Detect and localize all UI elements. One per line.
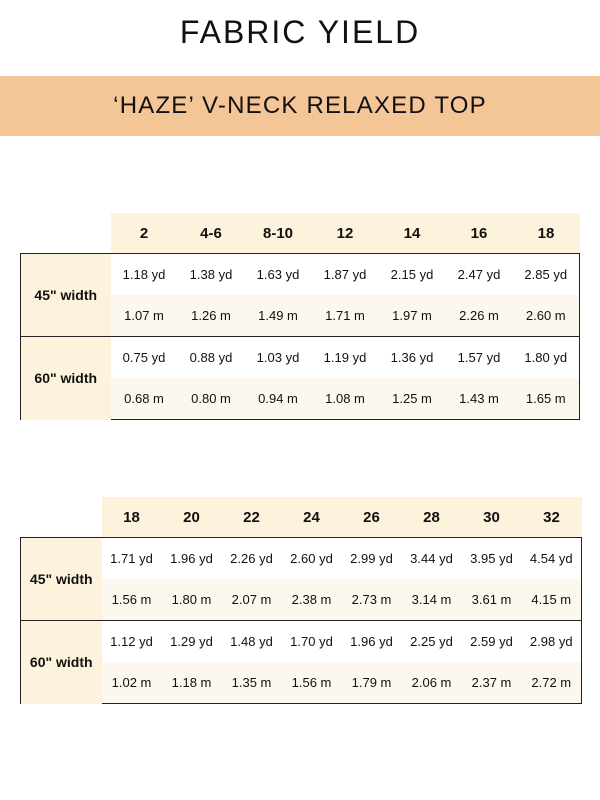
yield-table-large-sizes (20, 497, 582, 704)
yield-cell: 1.96 yd (162, 538, 222, 580)
yield-cell: 1.80 m (162, 579, 222, 621)
yield-cell: 1.71 m (312, 295, 379, 337)
yield-cell: 1.36 yd (379, 337, 446, 379)
yield-cell: 1.07 m (111, 295, 178, 337)
size-header: 14 (379, 213, 446, 254)
size-header: 8-10 (245, 213, 312, 254)
size-header: 2 (111, 213, 178, 254)
yield-cell: 1.25 m (379, 378, 446, 420)
yield-cell: 1.48 yd (222, 621, 282, 663)
yield-cell: 2.38 m (282, 579, 342, 621)
yield-cell: 2.73 m (342, 579, 402, 621)
table-row-60-yd (21, 337, 580, 379)
yield-cell: 1.08 m (312, 378, 379, 420)
table-row-45-m (21, 579, 582, 621)
width-label-45: 45" width (21, 538, 102, 621)
yield-cell: 0.75 yd (111, 337, 178, 379)
yield-cell: 2.06 m (402, 662, 462, 704)
yield-cell: 4.54 yd (522, 538, 582, 580)
page-title: FABRIC YIELD (179, 14, 421, 50)
yield-cell: 1.19 yd (312, 337, 379, 379)
yield-cell: 4.15 m (522, 579, 582, 621)
yield-cell: 1.97 m (379, 295, 446, 337)
yield-cell: 2.60 yd (282, 538, 342, 580)
yield-cell: 0.88 yd (178, 337, 245, 379)
yield-cell: 2.37 m (462, 662, 522, 704)
yield-cell: 0.68 m (111, 378, 178, 420)
width-label-60: 60" width (21, 337, 111, 420)
yield-cell: 1.49 m (245, 295, 312, 337)
size-header-row (21, 213, 580, 254)
yield-cell: 1.79 m (342, 662, 402, 704)
size-header: 4-6 (178, 213, 245, 254)
yield-cell: 2.60 m (513, 295, 580, 337)
size-header: 26 (342, 497, 402, 538)
size-header: 32 (522, 497, 582, 538)
yield-cell: 3.61 m (462, 579, 522, 621)
yield-cell: 1.80 yd (513, 337, 580, 379)
size-header: 12 (312, 213, 379, 254)
width-label-45: 45" width (21, 254, 111, 337)
yield-cell: 1.18 yd (111, 254, 178, 296)
size-header: 22 (222, 497, 282, 538)
table-row-45-yd (21, 538, 582, 580)
yield-cell: 2.07 m (222, 579, 282, 621)
yield-cell: 2.85 yd (513, 254, 580, 296)
yield-cell: 3.95 yd (462, 538, 522, 580)
yield-cell: 2.25 yd (402, 621, 462, 663)
size-header: 24 (282, 497, 342, 538)
yield-cell: 0.80 m (178, 378, 245, 420)
yield-cell: 1.26 m (178, 295, 245, 337)
yield-cell: 1.70 yd (282, 621, 342, 663)
size-header: 28 (402, 497, 462, 538)
table-row-60-m (21, 662, 582, 704)
yield-cell: 1.57 yd (446, 337, 513, 379)
yield-cell: 1.43 m (446, 378, 513, 420)
yield-cell: 1.87 yd (312, 254, 379, 296)
yield-cell: 1.63 yd (245, 254, 312, 296)
yield-cell: 2.26 yd (222, 538, 282, 580)
product-name: ‘HAZE’ V-NECK RELAXED TOP (113, 92, 487, 119)
yield-cell: 1.18 m (162, 662, 222, 704)
size-header: 30 (462, 497, 522, 538)
yield-cell: 3.14 m (402, 579, 462, 621)
size-header: 18 (102, 497, 162, 538)
width-label-60: 60" width (21, 621, 102, 704)
product-banner (0, 76, 600, 136)
yield-cell: 1.35 m (222, 662, 282, 704)
yield-cell: 1.71 yd (102, 538, 162, 580)
size-header-row (21, 497, 582, 538)
size-header: 16 (446, 213, 513, 254)
yield-cell: 1.65 m (513, 378, 580, 420)
yield-cell: 1.29 yd (162, 621, 222, 663)
size-header: 20 (162, 497, 222, 538)
table-row-45-yd (21, 254, 580, 296)
yield-cell: 1.56 m (102, 579, 162, 621)
yield-table-small-sizes (20, 213, 580, 420)
yield-cell: 1.12 yd (102, 621, 162, 663)
yield-cell: 2.59 yd (462, 621, 522, 663)
yield-cell: 1.03 yd (245, 337, 312, 379)
yield-cell: 2.72 m (522, 662, 582, 704)
yield-cell: 3.44 yd (402, 538, 462, 580)
size-header: 18 (513, 213, 580, 254)
yield-cell: 2.98 yd (522, 621, 582, 663)
table-row-60-yd (21, 621, 582, 663)
yield-cell: 1.96 yd (342, 621, 402, 663)
header-corner (21, 497, 102, 538)
yield-cell: 1.38 yd (178, 254, 245, 296)
yield-cell: 1.56 m (282, 662, 342, 704)
header-corner (21, 213, 111, 254)
yield-cell: 2.99 yd (342, 538, 402, 580)
yield-cell: 2.15 yd (379, 254, 446, 296)
yield-cell: 0.94 m (245, 378, 312, 420)
yield-cell: 2.47 yd (446, 254, 513, 296)
yield-cell: 1.02 m (102, 662, 162, 704)
yield-cell: 2.26 m (446, 295, 513, 337)
